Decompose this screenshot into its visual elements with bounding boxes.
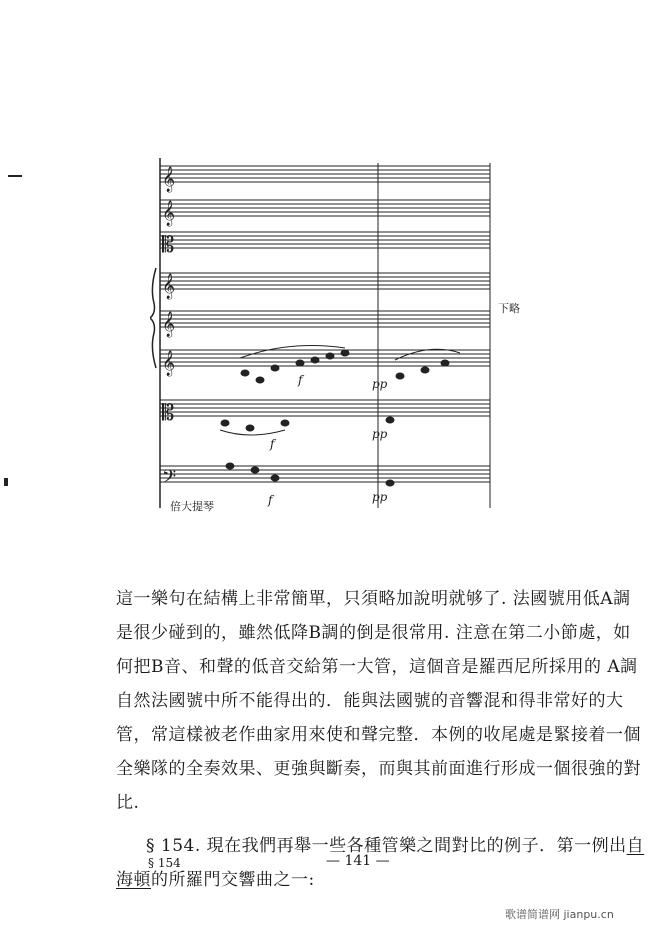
note [396, 373, 404, 379]
score-staves [150, 148, 495, 523]
paragraph-text: § 154. 現在我們再舉一些各種管樂之間對比的例子．第一例出 [146, 836, 627, 856]
note [386, 417, 394, 423]
note [341, 350, 349, 356]
scan-speck [4, 478, 8, 486]
dynamic-pp: pp [372, 377, 388, 391]
treble-clef-2: 𝄞 [162, 201, 176, 226]
composer-name: 自海頓 [116, 836, 645, 890]
paragraph-text: 的所羅門交響曲之一: [151, 870, 315, 890]
treble-clef-1: 𝄞 [162, 167, 176, 192]
scan-speck [8, 175, 22, 177]
note [221, 420, 229, 426]
dynamic-pp: pp [372, 490, 388, 504]
bass-clef: 𝄢 [162, 467, 177, 492]
paragraph: 這一樂句在結構上非常簡單，只須略加說明就够了. 法國號用低A調是很少碰到的，雖然低降B調的倒是很常用. 注意在第二小節處，如何把B音、和聲的低音交給第一大管，這個音是羅西尼所採用的 A調自然法國號中所不能得出的．能與法國號的音響混和得非常好的大管，常這樣被老作曲家用來使和聲完整．本例的收尾處是緊接着一個全樂隊的全奏效果、更強與斷奏，而與其前面進行形成一個很強的對比. [116, 589, 641, 813]
note [281, 420, 289, 426]
page-number: — 141 — [326, 853, 390, 869]
omission-label: 下略 [498, 302, 520, 315]
double-bass-label: 倍大提琴 [170, 500, 214, 513]
note [246, 425, 254, 431]
dynamic-pp: pp [372, 427, 388, 441]
note [241, 370, 249, 376]
section-marker: § 154 [148, 856, 181, 870]
body-text [116, 582, 646, 897]
alto-clef-2: 𝄡 [162, 401, 175, 426]
note [421, 367, 429, 373]
alto-clef: 𝄡 [162, 233, 175, 258]
dynamic-f: f [298, 373, 303, 387]
brace [150, 268, 156, 368]
treble-clef-3: 𝄞 [162, 274, 176, 299]
note [256, 377, 264, 383]
watermark: 歌谱简谱网 jianpu.cn [505, 908, 614, 921]
note [271, 365, 279, 371]
dynamic-f: f [270, 437, 275, 451]
dynamic-f: f [268, 493, 273, 507]
note [311, 357, 319, 363]
note [296, 360, 304, 366]
note [226, 463, 234, 469]
orchestral-score [150, 148, 495, 523]
note [326, 353, 334, 359]
note [271, 475, 279, 481]
treble-clef-5: 𝄞 [162, 351, 176, 376]
note [441, 360, 449, 366]
note [386, 480, 394, 486]
note [251, 467, 259, 473]
treble-clef-4: 𝄞 [162, 312, 176, 337]
